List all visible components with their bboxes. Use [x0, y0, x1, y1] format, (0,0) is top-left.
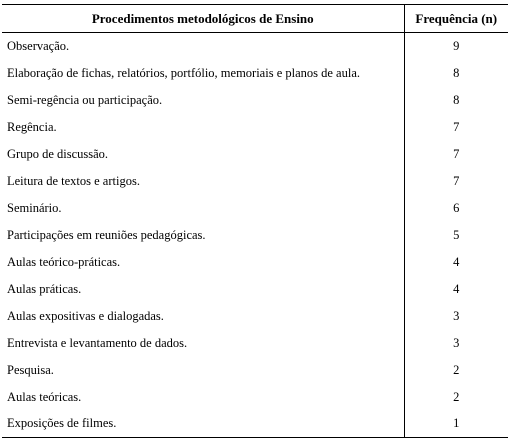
procedure-cell: Grupo de discussão. [7, 146, 109, 161]
procedure-cell: Regência. [7, 119, 57, 134]
procedure-cell: Observação. [7, 38, 70, 53]
procedure-cell: Semi-regência ou participação. [7, 92, 163, 107]
frequency-cell: 5 [404, 222, 508, 249]
frequency-cell: 2 [404, 357, 508, 384]
table-row [2, 114, 508, 141]
frequency-cell: 4 [404, 249, 508, 276]
procedure-cell: Pesquisa. [7, 362, 54, 377]
frequency-cell: 2 [404, 384, 508, 411]
frequency-cell: 1 [404, 411, 508, 438]
table-body [2, 33, 508, 438]
table-header [2, 5, 508, 33]
table-row [2, 357, 508, 384]
table-row [2, 195, 508, 222]
table-row [2, 222, 508, 249]
frequency-cell: 3 [404, 303, 508, 330]
table-row [2, 330, 508, 357]
frequency-cell: 3 [404, 330, 508, 357]
table-row [2, 303, 508, 330]
frequency-cell: 9 [404, 33, 508, 60]
procedure-cell: Aulas práticas. [7, 281, 82, 296]
table-row [2, 276, 508, 303]
procedure-cell: Leitura de textos e artigos. [7, 173, 140, 188]
procedure-cell: Aulas expositivas e dialogadas. [7, 308, 164, 323]
table-row [2, 384, 508, 411]
table-row [2, 87, 508, 114]
table-row [2, 249, 508, 276]
table-row [2, 411, 508, 438]
frequency-cell: 7 [404, 141, 508, 168]
table-row [2, 141, 508, 168]
frequency-cell: 6 [404, 195, 508, 222]
procedure-cell: Entrevista e levantamento de dados. [7, 335, 188, 350]
table-row [2, 60, 508, 87]
frequency-cell: 8 [404, 60, 508, 87]
procedure-cell: Exposições de filmes. [2, 411, 404, 438]
header-procedure: Procedimentos metodológicos de Ensino [2, 5, 404, 33]
frequency-cell: 4 [404, 276, 508, 303]
header-frequency: Frequência (n) [404, 5, 508, 33]
frequency-cell: 7 [404, 114, 508, 141]
procedure-cell: Aulas teórico-práticas. [7, 254, 121, 269]
procedure-cell: Elaboração de fichas, relatórios, portfólio, memoriais e planos de aula. [7, 65, 360, 80]
procedures-table [2, 4, 508, 438]
table-row [2, 33, 508, 60]
procedure-cell: Seminário. [7, 200, 62, 215]
frequency-cell: 8 [404, 87, 508, 114]
header-row [2, 5, 508, 33]
table-row [2, 168, 508, 195]
procedure-cell: Participações em reuniões pedagógicas. [7, 227, 206, 242]
procedure-cell: Aulas teóricas. [7, 389, 82, 404]
frequency-cell: 7 [404, 168, 508, 195]
